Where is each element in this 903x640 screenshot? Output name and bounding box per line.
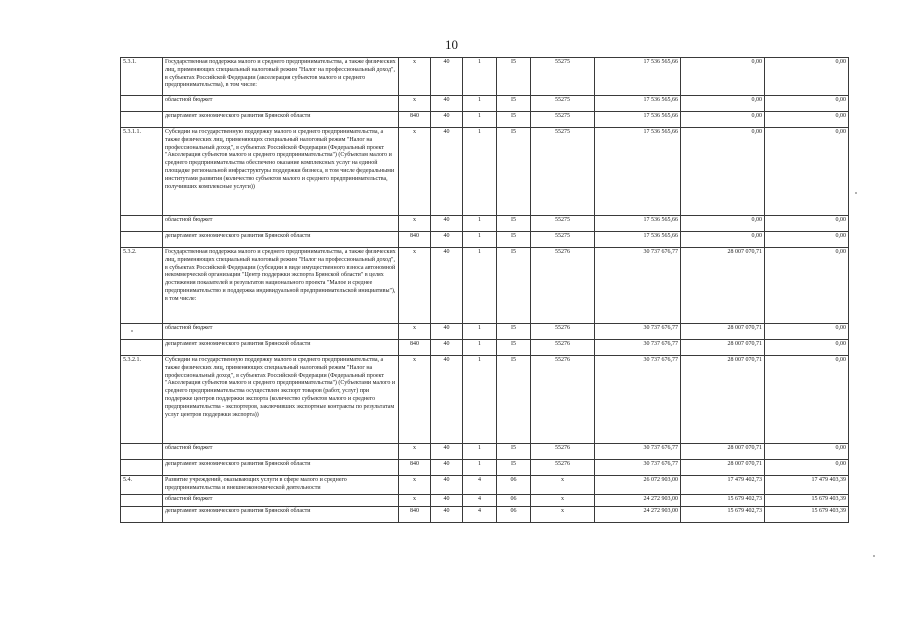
cell-amount-3: 0,00: [765, 248, 849, 324]
cell-code: x: [399, 128, 431, 216]
cell-subsection: 1: [463, 128, 497, 216]
cell-subsection: 1: [463, 460, 497, 476]
cell-subsection: 1: [463, 232, 497, 248]
cell-number: 5.3.1.1.: [121, 128, 163, 216]
cell-direction: 55276: [531, 248, 595, 324]
cell-section: 40: [431, 494, 463, 506]
cell-amount-3: 0,00: [765, 356, 849, 444]
cell-amount-3: 0,00: [765, 444, 849, 460]
cell-name: областной бюджет: [163, 216, 399, 232]
cell-direction: 55276: [531, 356, 595, 444]
cell-section: 40: [431, 232, 463, 248]
table-row: [121, 476, 849, 495]
cell-program: I5: [497, 216, 531, 232]
cell-amount-3: 0,00: [765, 58, 849, 96]
cell-subsection: 4: [463, 494, 497, 506]
cell-section: 40: [431, 128, 463, 216]
cell-code: x: [399, 476, 431, 495]
cell-amount-3: 0,00: [765, 324, 849, 340]
cell-amount-1: 17 536 565,66: [595, 112, 681, 128]
cell-amount-3: 0,00: [765, 232, 849, 248]
cell-amount-1: 17 536 565,66: [595, 96, 681, 112]
scan-dot: [131, 330, 133, 332]
table-row: [121, 112, 849, 128]
cell-program: I5: [497, 58, 531, 96]
cell-program: I5: [497, 340, 531, 356]
cell-subsection: 1: [463, 112, 497, 128]
cell-amount-3: 15 679 403,39: [765, 494, 849, 506]
cell-direction: x: [531, 494, 595, 506]
cell-amount-3: 0,00: [765, 112, 849, 128]
cell-amount-3: 15 679 403,39: [765, 506, 849, 522]
cell-name: областной бюджет: [163, 96, 399, 112]
cell-amount-3: 0,00: [765, 460, 849, 476]
cell-amount-1: 30 737 676,77: [595, 248, 681, 324]
cell-program: I5: [497, 460, 531, 476]
cell-direction: x: [531, 506, 595, 522]
cell-amount-1: 24 272 903,00: [595, 506, 681, 522]
cell-amount-2: 28 007 070,71: [681, 444, 765, 460]
cell-direction: 55276: [531, 324, 595, 340]
cell-amount-2: 28 007 070,71: [681, 460, 765, 476]
cell-program: I5: [497, 232, 531, 248]
cell-amount-2: 0,00: [681, 216, 765, 232]
cell-code: x: [399, 444, 431, 460]
cell-name: Субсидии на государственную поддержку малого и среднего предпринимательства, а также физических лиц, применяющих специальный налоговый режим "Налог на профессиональный доход", в субъектах Российской Федерации (Федеральный проект "Акселерация субъектов малого и среднего предпринимательства") (Субъектам малого и среднего предпринимательства обеспечено оказание комплексных услуг на единой площадке региональной инфраструктуры поддержки бизнеса, в том числе федеральными институтами развития (количество субъектов малого и среднего предпринимательства, получивших комплексные услуги)): [163, 128, 399, 216]
cell-code: x: [399, 356, 431, 444]
table-row: [121, 58, 849, 96]
cell-direction: 55275: [531, 112, 595, 128]
cell-amount-3: 0,00: [765, 96, 849, 112]
cell-subsection: 1: [463, 356, 497, 444]
cell-program: 06: [497, 476, 531, 495]
cell-number: 5.3.2.: [121, 248, 163, 324]
cell-amount-3: 0,00: [765, 128, 849, 216]
cell-amount-1: 24 272 903,00: [595, 494, 681, 506]
table-row: [121, 460, 849, 476]
cell-direction: 55275: [531, 128, 595, 216]
table-row: [121, 494, 849, 506]
cell-name: департамент экономического развития Брянской области: [163, 506, 399, 522]
cell-code: x: [399, 96, 431, 112]
cell-subsection: 1: [463, 58, 497, 96]
cell-section: 40: [431, 96, 463, 112]
scan-dot: [855, 192, 857, 194]
cell-amount-1: 30 737 676,77: [595, 340, 681, 356]
cell-name: Государственная поддержка малого и среднего предпринимательства, а также физических лиц, применяющих специальный налоговый режим "Налог на профессиональный доход", в субъектах Российской Федерации (субсидии в виде имущественного взноса автономной некоммерческой организации "Центр поддержки экспорта Брянской области" в целях достижения показателей и результатов национального проекта "Малое и среднее предпринимательство и поддержка индивидуальной предпринимательской инициативы"), в том числе:: [163, 248, 399, 324]
cell-section: 40: [431, 340, 463, 356]
cell-program: I5: [497, 128, 531, 216]
cell-program: I5: [497, 248, 531, 324]
cell-subsection: 4: [463, 476, 497, 495]
cell-number: [121, 96, 163, 112]
cell-code: x: [399, 248, 431, 324]
cell-number: [121, 324, 163, 340]
cell-amount-2: 28 007 070,71: [681, 340, 765, 356]
cell-code: 840: [399, 340, 431, 356]
scan-dot: [873, 555, 875, 557]
cell-name: департамент экономического развития Брянской области: [163, 340, 399, 356]
cell-code: 840: [399, 112, 431, 128]
table-body: [121, 58, 849, 523]
cell-name: департамент экономического развития Брянской области: [163, 112, 399, 128]
cell-amount-1: 30 737 676,77: [595, 460, 681, 476]
cell-amount-1: 30 737 676,77: [595, 356, 681, 444]
cell-program: 06: [497, 506, 531, 522]
cell-code: x: [399, 216, 431, 232]
cell-amount-1: 17 536 565,66: [595, 216, 681, 232]
cell-program: 06: [497, 494, 531, 506]
cell-direction: 55275: [531, 58, 595, 96]
cell-subsection: 1: [463, 324, 497, 340]
cell-number: [121, 506, 163, 522]
cell-section: 40: [431, 444, 463, 460]
cell-direction: 55275: [531, 232, 595, 248]
cell-number: [121, 112, 163, 128]
cell-section: 40: [431, 248, 463, 324]
cell-amount-2: 15 679 402,73: [681, 506, 765, 522]
table-row: [121, 128, 849, 216]
cell-section: 40: [431, 216, 463, 232]
cell-amount-3: 17 479 403,39: [765, 476, 849, 495]
cell-number: [121, 444, 163, 460]
cell-direction: 55275: [531, 96, 595, 112]
cell-direction: x: [531, 476, 595, 495]
cell-name: департамент экономического развития Брянской области: [163, 460, 399, 476]
cell-amount-2: 28 007 070,71: [681, 248, 765, 324]
cell-code: x: [399, 494, 431, 506]
cell-section: 40: [431, 58, 463, 96]
cell-code: 840: [399, 232, 431, 248]
cell-direction: 55275: [531, 216, 595, 232]
cell-section: 40: [431, 356, 463, 444]
table-row: [121, 356, 849, 444]
cell-amount-2: 17 479 402,73: [681, 476, 765, 495]
cell-section: 40: [431, 460, 463, 476]
cell-amount-1: 17 536 565,66: [595, 232, 681, 248]
cell-program: I5: [497, 324, 531, 340]
cell-amount-2: 0,00: [681, 128, 765, 216]
cell-number: [121, 340, 163, 356]
cell-program: I5: [497, 444, 531, 460]
cell-amount-3: 0,00: [765, 340, 849, 356]
cell-amount-1: 17 536 565,66: [595, 58, 681, 96]
table-row: [121, 232, 849, 248]
cell-number: [121, 494, 163, 506]
table-row: [121, 444, 849, 460]
table-row: [121, 96, 849, 112]
cell-direction: 55276: [531, 444, 595, 460]
cell-amount-2: 28 007 070,71: [681, 324, 765, 340]
cell-section: 40: [431, 324, 463, 340]
cell-number: [121, 460, 163, 476]
cell-number: 5.4.: [121, 476, 163, 495]
table-row: [121, 324, 849, 340]
cell-name: областной бюджет: [163, 444, 399, 460]
cell-amount-2: 15 679 402,73: [681, 494, 765, 506]
budget-table: [120, 57, 849, 523]
cell-name: областной бюджет: [163, 324, 399, 340]
cell-code: 840: [399, 460, 431, 476]
table-row: [121, 248, 849, 324]
page-number: 10: [445, 37, 458, 52]
cell-direction: 55276: [531, 340, 595, 356]
cell-amount-2: 0,00: [681, 96, 765, 112]
cell-code: 840: [399, 506, 431, 522]
cell-program: I5: [497, 112, 531, 128]
cell-amount-2: 28 007 070,71: [681, 356, 765, 444]
table-row: [121, 340, 849, 356]
cell-name: Государственная поддержка малого и среднего предпринимательства, а также физических лиц, применяющих специальный налоговый режим "Налог на профессиональный доход", в субъектах Российской Федерации (акселерация субъектов малого и среднего предпринимательства), в том числе:: [163, 58, 399, 96]
cell-amount-3: 0,00: [765, 216, 849, 232]
cell-amount-2: 0,00: [681, 112, 765, 128]
cell-subsection: 4: [463, 506, 497, 522]
cell-name: департамент экономического развития Брянской области: [163, 232, 399, 248]
cell-amount-2: 0,00: [681, 232, 765, 248]
cell-program: I5: [497, 96, 531, 112]
cell-section: 40: [431, 112, 463, 128]
cell-code: x: [399, 58, 431, 96]
cell-subsection: 1: [463, 96, 497, 112]
cell-code: x: [399, 324, 431, 340]
cell-program: I5: [497, 356, 531, 444]
cell-amount-1: 26 072 903,00: [595, 476, 681, 495]
cell-amount-1: 17 536 565,66: [595, 128, 681, 216]
table-row: [121, 506, 849, 522]
cell-name: Субсидии на государственную поддержку малого и среднего предпринимательства, а также физических лиц, применяющих специальный налоговый режим "Налог на профессиональный доход", в субъектах Российской Федерации (Федеральный проект "Акселерация субъектов малого и среднего предпринимательства") (Субъектами малого и среднего предпринимательства осуществлен экспорт товаров (работ, услуг) при поддержке центров поддержки экспорта (количество субъектов малого и среднего предпринимательства - экспортеров, заключивших экспортные контракты по результатам услуг центров поддержки экспорта)): [163, 356, 399, 444]
cell-number: [121, 216, 163, 232]
cell-subsection: 1: [463, 340, 497, 356]
cell-name: областной бюджет: [163, 494, 399, 506]
cell-amount-1: 30 737 676,77: [595, 324, 681, 340]
cell-number: 5.3.1.: [121, 58, 163, 96]
cell-name: Развитие учреждений, оказывающих услуги в сфере малого и среднего предпринимательства и внешнеэкономической деятельности: [163, 476, 399, 495]
cell-number: [121, 232, 163, 248]
cell-subsection: 1: [463, 444, 497, 460]
cell-amount-1: 30 737 676,77: [595, 444, 681, 460]
cell-number: 5.3.2.1.: [121, 356, 163, 444]
cell-direction: 55276: [531, 460, 595, 476]
cell-section: 40: [431, 476, 463, 495]
cell-section: 40: [431, 506, 463, 522]
cell-subsection: 1: [463, 248, 497, 324]
table-row: [121, 216, 849, 232]
cell-amount-2: 0,00: [681, 58, 765, 96]
cell-subsection: 1: [463, 216, 497, 232]
